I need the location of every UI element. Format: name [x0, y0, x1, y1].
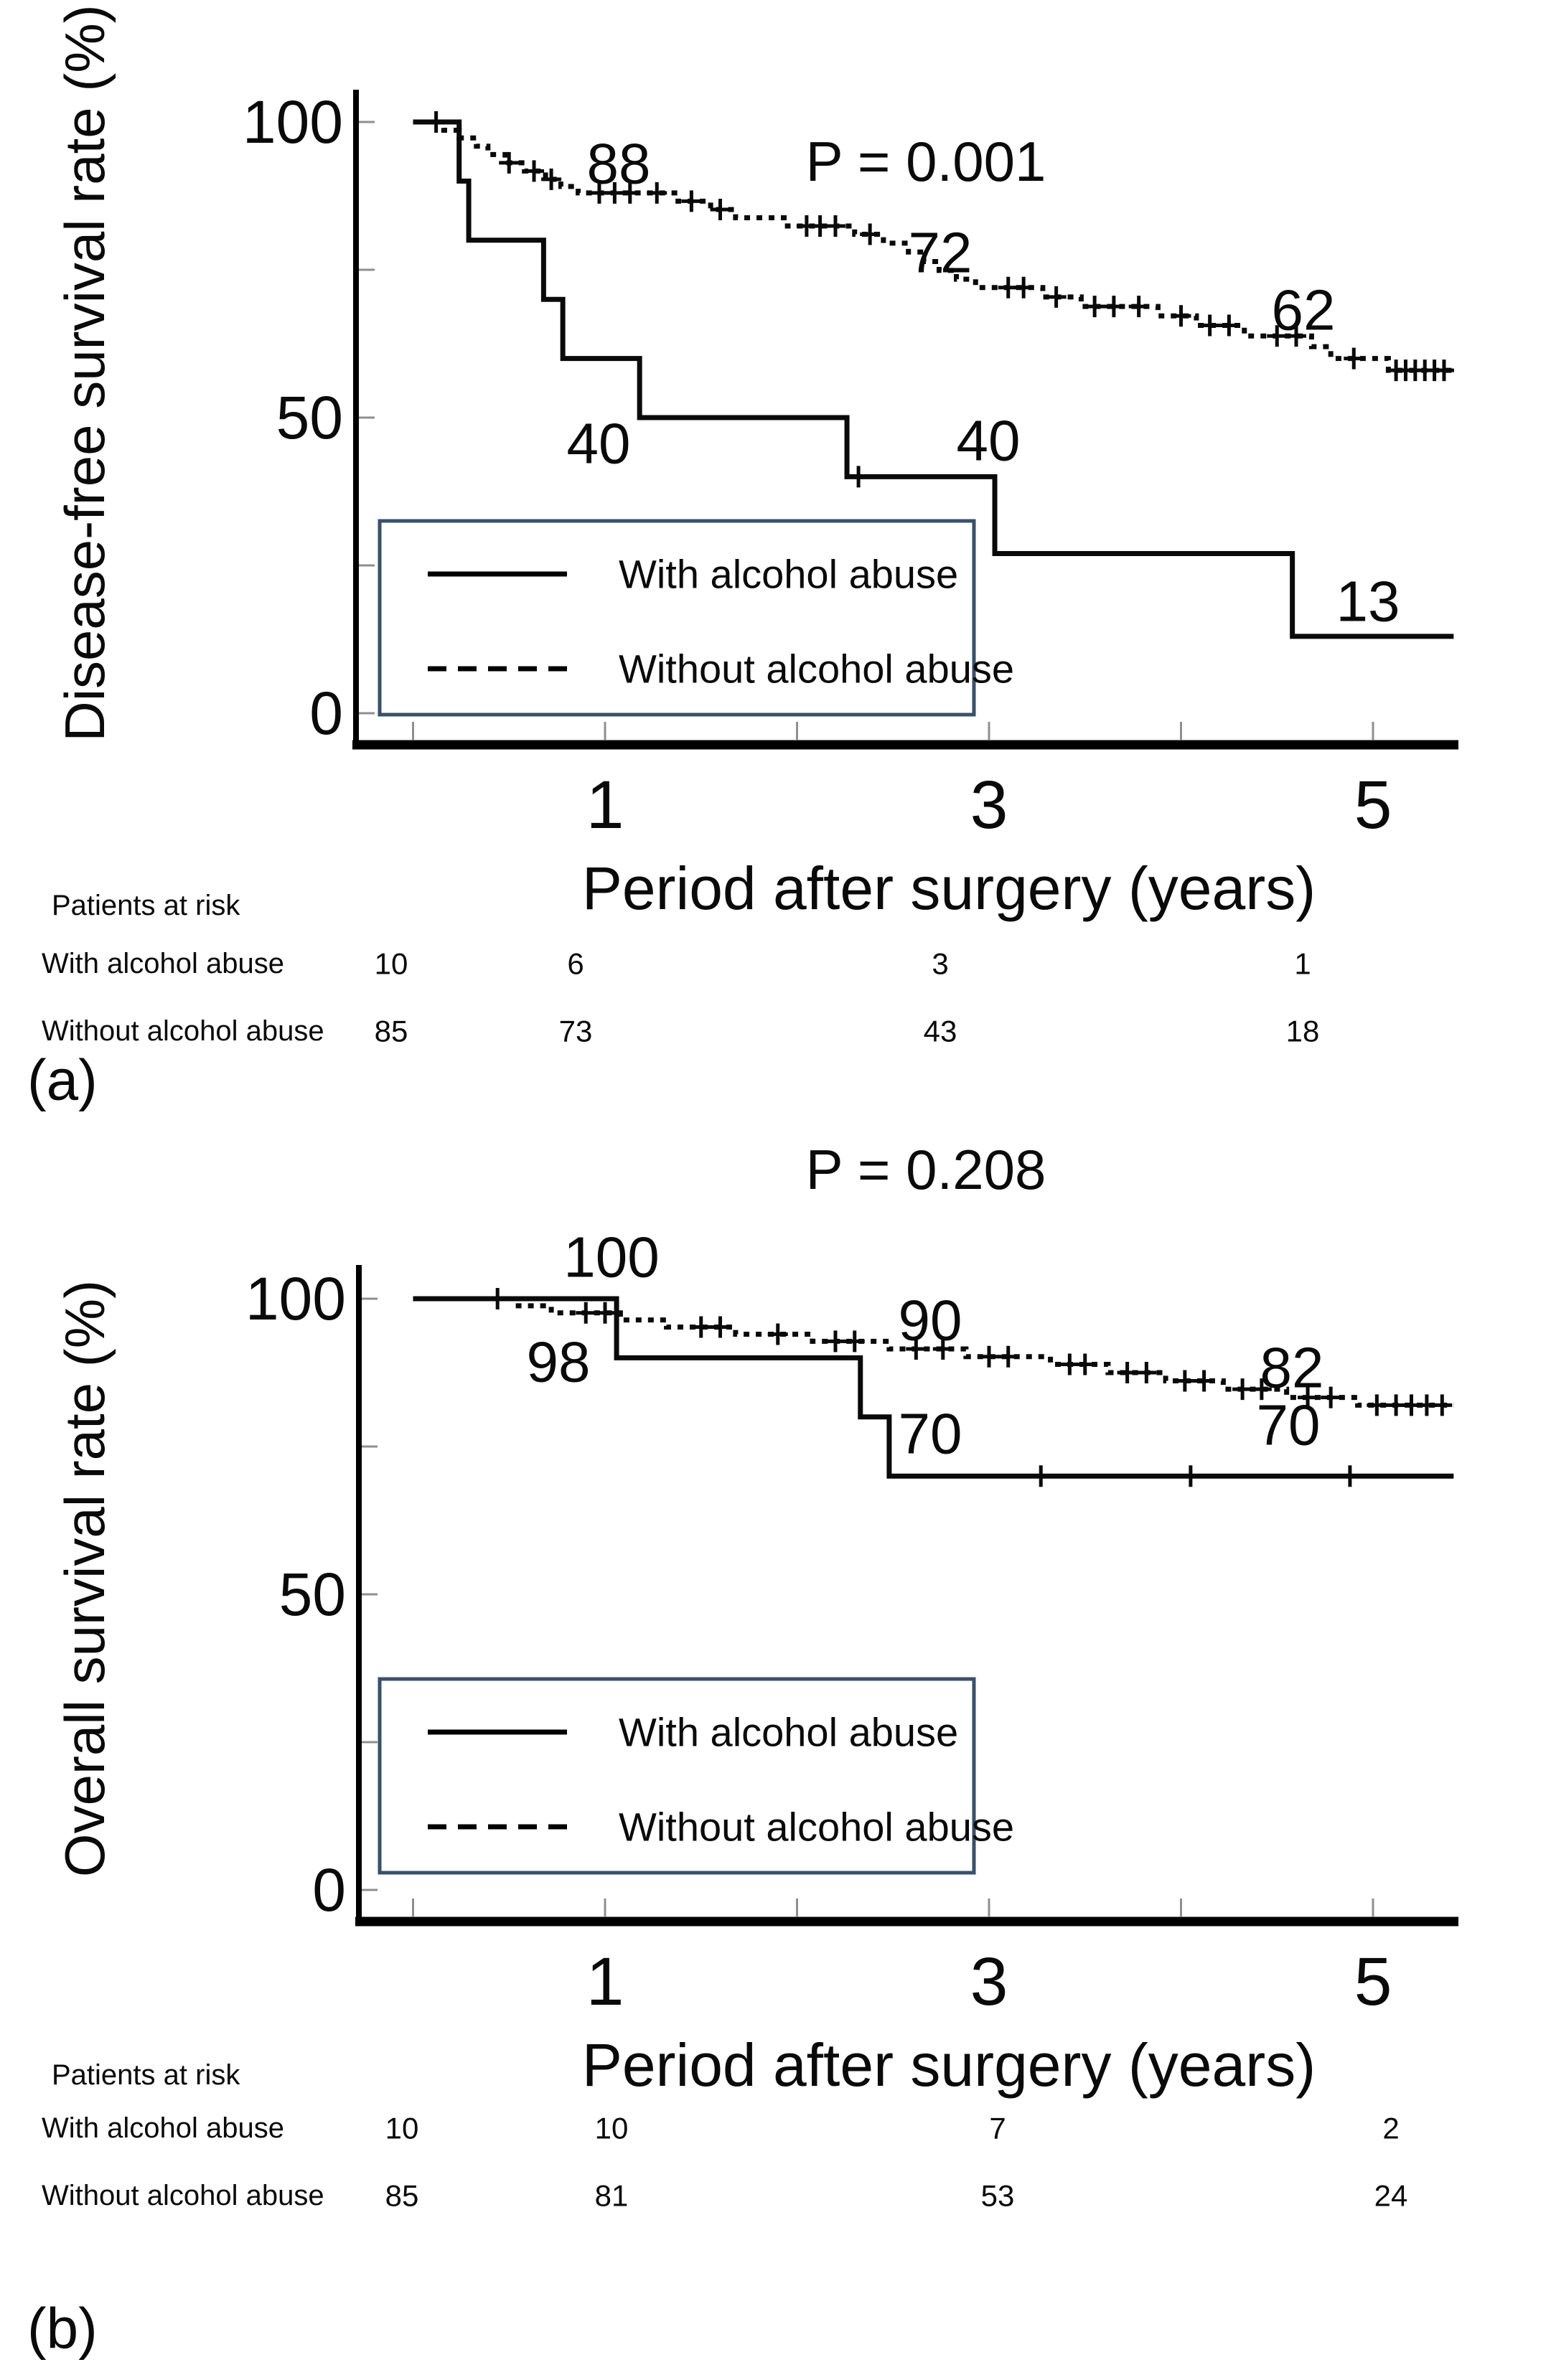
censor-mark — [1200, 314, 1220, 336]
survival-value-label: 98 — [526, 1330, 591, 1394]
survival-value-label: 82 — [1260, 1335, 1324, 1400]
survival-value-label: 40 — [566, 411, 631, 476]
survival-value-label: 13 — [1336, 569, 1400, 634]
at-risk-row-label-with: With alcohol abuse — [42, 2112, 284, 2144]
censor-mark — [860, 224, 880, 245]
at-risk-value: 7 — [989, 2111, 1006, 2145]
x-tick-label: 3 — [970, 767, 1008, 843]
censor-mark — [1194, 1370, 1214, 1392]
panel-a-p-value: P = 0.001 — [805, 130, 1046, 193]
survival-value-label: 100 — [563, 1225, 660, 1289]
panel-b-label: (b) — [27, 2296, 98, 2361]
survival-value-label: 72 — [908, 220, 973, 285]
at-risk-header: Patients at risk — [52, 2059, 240, 2091]
legend-label-without-alcohol-abuse: Without alcohol abuse — [619, 1804, 1015, 1850]
censor-mark — [1434, 359, 1454, 381]
panel-a-y-axis-title: Disease-free survival rate (%) — [53, 4, 116, 742]
censor-mark — [711, 199, 731, 220]
at-risk-value: 85 — [374, 1014, 408, 1048]
at-risk-row-label-without: Without alcohol abuse — [42, 2180, 324, 2211]
panel-a — [27, 4, 1458, 1111]
y-tick-label: 50 — [278, 1561, 346, 1628]
x-tick-label: 1 — [586, 1944, 624, 2020]
legend-label-with-alcohol-abuse: With alcohol abuse — [619, 551, 959, 597]
censor-mark — [681, 190, 701, 212]
at-risk-value: 53 — [980, 2178, 1015, 2213]
y-tick-label: 0 — [309, 679, 343, 747]
censor-mark — [768, 1323, 788, 1345]
at-risk-row-label-with: With alcohol abuse — [42, 948, 284, 979]
x-tick-label: 5 — [1354, 1944, 1392, 2020]
at-risk-value: 10 — [374, 946, 408, 981]
censor-mark — [1129, 296, 1149, 317]
at-risk-value: 6 — [567, 946, 584, 981]
panel-a-x-axis-title: Period after surgery (years) — [581, 855, 1316, 922]
at-risk-value: 18 — [1285, 1014, 1320, 1048]
censor-mark — [524, 160, 544, 182]
censor-mark — [1232, 1378, 1252, 1400]
survival-value-label: 62 — [1271, 278, 1336, 342]
censor-mark — [1344, 348, 1364, 370]
censor-mark — [487, 1288, 507, 1309]
censor-mark — [1104, 296, 1124, 317]
y-tick-label: 50 — [276, 384, 343, 451]
censor-mark — [825, 215, 845, 237]
censor-mark — [576, 1302, 596, 1324]
at-risk-value: 85 — [385, 2178, 419, 2213]
censor-mark — [1013, 277, 1034, 298]
censor-mark — [1432, 1394, 1452, 1416]
censor-mark — [1219, 314, 1239, 336]
censor-mark — [1031, 1465, 1051, 1487]
censor-mark — [1171, 305, 1191, 326]
at-risk-row-label-without: Without alcohol abuse — [42, 1015, 324, 1047]
censor-mark — [595, 1302, 615, 1324]
censor-mark — [1075, 1353, 1095, 1375]
censor-mark — [1181, 1465, 1201, 1487]
censor-mark — [1367, 1394, 1387, 1416]
panel-b-y-axis-title: Overall survival rate (%) — [53, 1279, 116, 1878]
censor-mark — [1175, 1370, 1195, 1392]
censor-mark — [499, 152, 519, 174]
x-tick-label: 5 — [1354, 767, 1392, 843]
censor-mark — [1117, 1362, 1138, 1383]
at-risk-value: 24 — [1374, 2178, 1408, 2213]
y-tick-label: 0 — [312, 1856, 346, 1924]
survival-value-label: 70 — [898, 1401, 962, 1466]
censor-mark — [691, 1317, 711, 1338]
legend-label-with-alcohol-abuse: With alcohol abuse — [619, 1709, 959, 1755]
censor-mark — [1046, 286, 1067, 308]
at-risk-value: 3 — [932, 946, 949, 981]
panel-b-at-risk-table — [42, 2059, 324, 2211]
censor-mark — [1084, 296, 1105, 317]
at-risk-value: 43 — [923, 1014, 957, 1048]
censor-mark — [541, 169, 561, 190]
x-tick-label: 1 — [586, 767, 624, 843]
survival-value-label: 88 — [586, 131, 651, 196]
at-risk-value: 73 — [558, 1014, 593, 1048]
at-risk-value: 1 — [1294, 946, 1311, 981]
panel-b — [27, 1138, 1458, 2361]
y-tick-label: 100 — [245, 1265, 346, 1332]
panel-b-p-value: P = 0.208 — [805, 1138, 1046, 1201]
y-tick-label: 100 — [242, 88, 343, 156]
censor-mark — [979, 1346, 999, 1368]
censor-mark — [848, 466, 868, 487]
censor-mark — [1340, 1465, 1360, 1487]
at-risk-value: 10 — [594, 2111, 629, 2145]
panel-b-x-axis-title: Period after surgery (years) — [581, 2031, 1316, 2099]
legend-label-without-alcohol-abuse: Without alcohol abuse — [619, 646, 1015, 692]
panel-a-label: (a) — [27, 1048, 98, 1112]
panel-a-at-risk-table — [42, 890, 324, 1047]
censor-mark — [845, 1330, 865, 1352]
survival-value-label: 40 — [956, 408, 1021, 473]
survival-value-label: 90 — [898, 1288, 962, 1353]
censor-mark — [998, 1346, 1018, 1368]
at-risk-header: Patients at risk — [52, 890, 240, 921]
censor-mark — [711, 1317, 731, 1338]
at-risk-value: 10 — [385, 2111, 419, 2145]
survival-value-label: 70 — [1256, 1393, 1321, 1457]
x-tick-label: 3 — [970, 1944, 1008, 2020]
censor-mark — [825, 1330, 845, 1352]
at-risk-value: 2 — [1382, 2111, 1400, 2145]
censor-mark — [1136, 1362, 1156, 1383]
at-risk-value: 81 — [594, 2178, 629, 2213]
